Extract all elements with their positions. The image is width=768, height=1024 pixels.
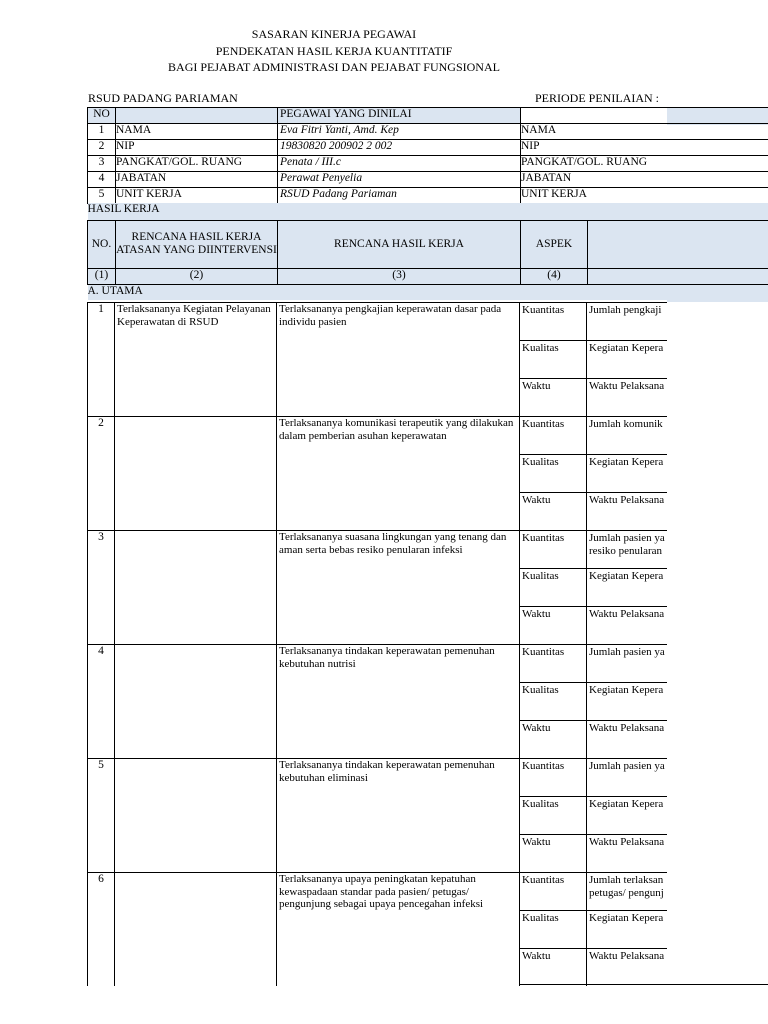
item-indikator: Jumlah pasien ya (587, 758, 667, 796)
info-row-label: JABATAN (116, 172, 278, 188)
item-indikator: Jumlah pasien ya (587, 644, 667, 682)
info-row-label: UNIT KERJA (116, 188, 278, 204)
item-rhk: Terlaksananya pengkajian keperawatan dasar pada individu pasien (277, 302, 520, 416)
table-bottom-border (520, 984, 768, 986)
item-separator (87, 644, 520, 645)
col-header-rhk-atasan: RENCANA HASIL KERJA ATASAN YANG DIINTERVENSI (116, 220, 278, 268)
item-no: 6 (87, 872, 115, 986)
item-no: 4 (87, 644, 115, 758)
item-aspek: Kualitas (520, 454, 587, 492)
item-rhk: Terlaksananya tindakan keperawatan pemenuhan kebutuhan eliminasi (277, 758, 520, 872)
item-aspek: Kualitas (520, 340, 587, 378)
employee-info-table (87, 107, 768, 204)
item-separator (87, 872, 520, 873)
item-aspek: Waktu (520, 720, 587, 758)
employee-section-header: PEGAWAI YANG DINILAI (278, 108, 521, 124)
item-aspek: Waktu (520, 948, 587, 986)
col-header-aspek: ASPEK (521, 220, 588, 268)
info-row-value[interactable]: 19830820 200902 2 002 (278, 140, 521, 156)
col-number: (3) (278, 268, 521, 284)
item-aspek: Kuantitas (520, 644, 587, 682)
item-rhk: Terlaksananya tindakan keperawatan pemenuhan kebutuhan nutrisi (277, 644, 520, 758)
item-indikator: Kegiatan Kepera (587, 682, 667, 720)
info-row-right-label: JABATAN (521, 172, 768, 188)
item-indikator: Kegiatan Kepera (587, 340, 667, 378)
item-indikator: Waktu Pelaksana (587, 948, 667, 986)
item-rhk-atasan: Terlaksananya Kegiatan Pelayanan Keperawatan di RSUD (115, 302, 277, 416)
doc-subtitle: PENDEKATAN HASIL KERJA KUANTITATIF (215, 44, 453, 58)
item-no: 1 (87, 302, 115, 416)
info-row-label: NIP (116, 140, 278, 156)
item-indikator: Waktu Pelaksana (587, 378, 667, 416)
item-indikator: Jumlah pasien ya resiko penularan (587, 530, 667, 568)
col-number: (2) (116, 268, 278, 284)
item-aspek: Kualitas (520, 910, 587, 948)
info-row-right-label: NAMA (521, 124, 768, 140)
info-row-no: 2 (88, 140, 116, 156)
info-row-label: NAMA (116, 124, 278, 140)
item-aspek: Waktu (520, 492, 587, 530)
item-rhk-atasan (115, 530, 277, 644)
doc-subtitle-2: BAGI PEJABAT ADMINISTRASI DAN PEJABAT FUNGSIONAL (168, 60, 500, 74)
institution-name: RSUD PADANG PARIAMAN (88, 91, 238, 105)
item-aspek: Waktu (520, 834, 587, 872)
item-separator (87, 302, 520, 303)
info-row-no: 5 (88, 188, 116, 204)
col-number: (4) (521, 268, 588, 284)
info-row-no: 3 (88, 156, 116, 172)
item-indikator: Waktu Pelaksana (587, 606, 667, 644)
item-indikator: Waktu Pelaksana (587, 720, 667, 758)
item-indikator: Kegiatan Kepera (587, 796, 667, 834)
item-indikator: Waktu Pelaksana (587, 492, 667, 530)
item-indikator: Kegiatan Kepera (587, 910, 667, 948)
item-separator (87, 416, 520, 417)
item-aspek: Kuantitas (520, 416, 587, 454)
col-header-rhk: RENCANA HASIL KERJA (278, 220, 521, 268)
item-indikator: Waktu Pelaksana (587, 834, 667, 872)
info-row-value[interactable]: Perawat Penyelia (278, 172, 521, 188)
item-aspek: Kuantitas (520, 758, 587, 796)
work-results-table (87, 203, 768, 300)
item-indikator: Kegiatan Kepera (587, 454, 667, 492)
info-row-no: 1 (88, 124, 116, 140)
hasil-kerja-label: HASIL KERJA (88, 203, 768, 220)
item-aspek: Kuantitas (520, 872, 587, 910)
item-no: 5 (87, 758, 115, 872)
item-rhk: Terlaksananya suasana lingkungan yang tenang dan aman serta bebas resiko penularan infeksi (277, 530, 520, 644)
item-rhk: Terlaksananya komunikasi terapeutik yang dilakukan dalam pemberian asuhan keperawatan (277, 416, 520, 530)
item-aspek: Kualitas (520, 796, 587, 834)
info-row-right-label: NIP (521, 140, 768, 156)
item-separator (87, 758, 520, 759)
info-row-value[interactable]: Penata / III.c (278, 156, 521, 172)
item-aspek: Waktu (520, 378, 587, 416)
item-aspek: Waktu (520, 606, 587, 644)
info-row-no: 4 (88, 172, 116, 188)
item-aspek: Kualitas (520, 568, 587, 606)
col-no-header: NO (88, 108, 116, 124)
info-row-right-label: UNIT KERJA (521, 188, 768, 204)
period-label: PERIODE PENILAIAN : (535, 91, 659, 105)
item-indikator: Jumlah terlaksan petugas/ pengunj (587, 872, 667, 910)
item-indikator: Kegiatan Kepera (587, 568, 667, 606)
item-aspek: Kuantitas (520, 530, 587, 568)
item-rhk-atasan (115, 872, 277, 986)
item-indikator: Jumlah komunik (587, 416, 667, 454)
item-separator (87, 530, 520, 531)
item-no: 3 (87, 530, 115, 644)
item-no: 2 (87, 416, 115, 530)
col-header-no: NO. (88, 220, 116, 268)
info-row-value[interactable]: Eva Fitri Yanti, Amd. Kep (278, 124, 521, 140)
item-aspek: Kualitas (520, 682, 587, 720)
item-rhk-atasan (115, 416, 277, 530)
section-utama-label: A. UTAMA (88, 284, 768, 300)
item-indikator: Jumlah pengkaji (587, 302, 667, 340)
col-number: (1) (88, 268, 116, 284)
item-rhk-atasan (115, 644, 277, 758)
info-row-right-label: PANGKAT/GOL. RUANG (521, 156, 768, 172)
item-rhk: Terlaksananya upaya peningkatan kepatuhan kewaspadaan standar pada pasien/ petugas/ pengunjung sebagai upaya pencegahan infeksi (277, 872, 520, 986)
info-row-label: PANGKAT/GOL. RUANG (116, 156, 278, 172)
item-rhk-atasan (115, 758, 277, 872)
item-aspek: Kuantitas (520, 302, 587, 340)
info-row-value[interactable]: RSUD Padang Pariaman (278, 188, 521, 204)
doc-title: SASARAN KINERJA PEGAWAI (251, 27, 417, 41)
